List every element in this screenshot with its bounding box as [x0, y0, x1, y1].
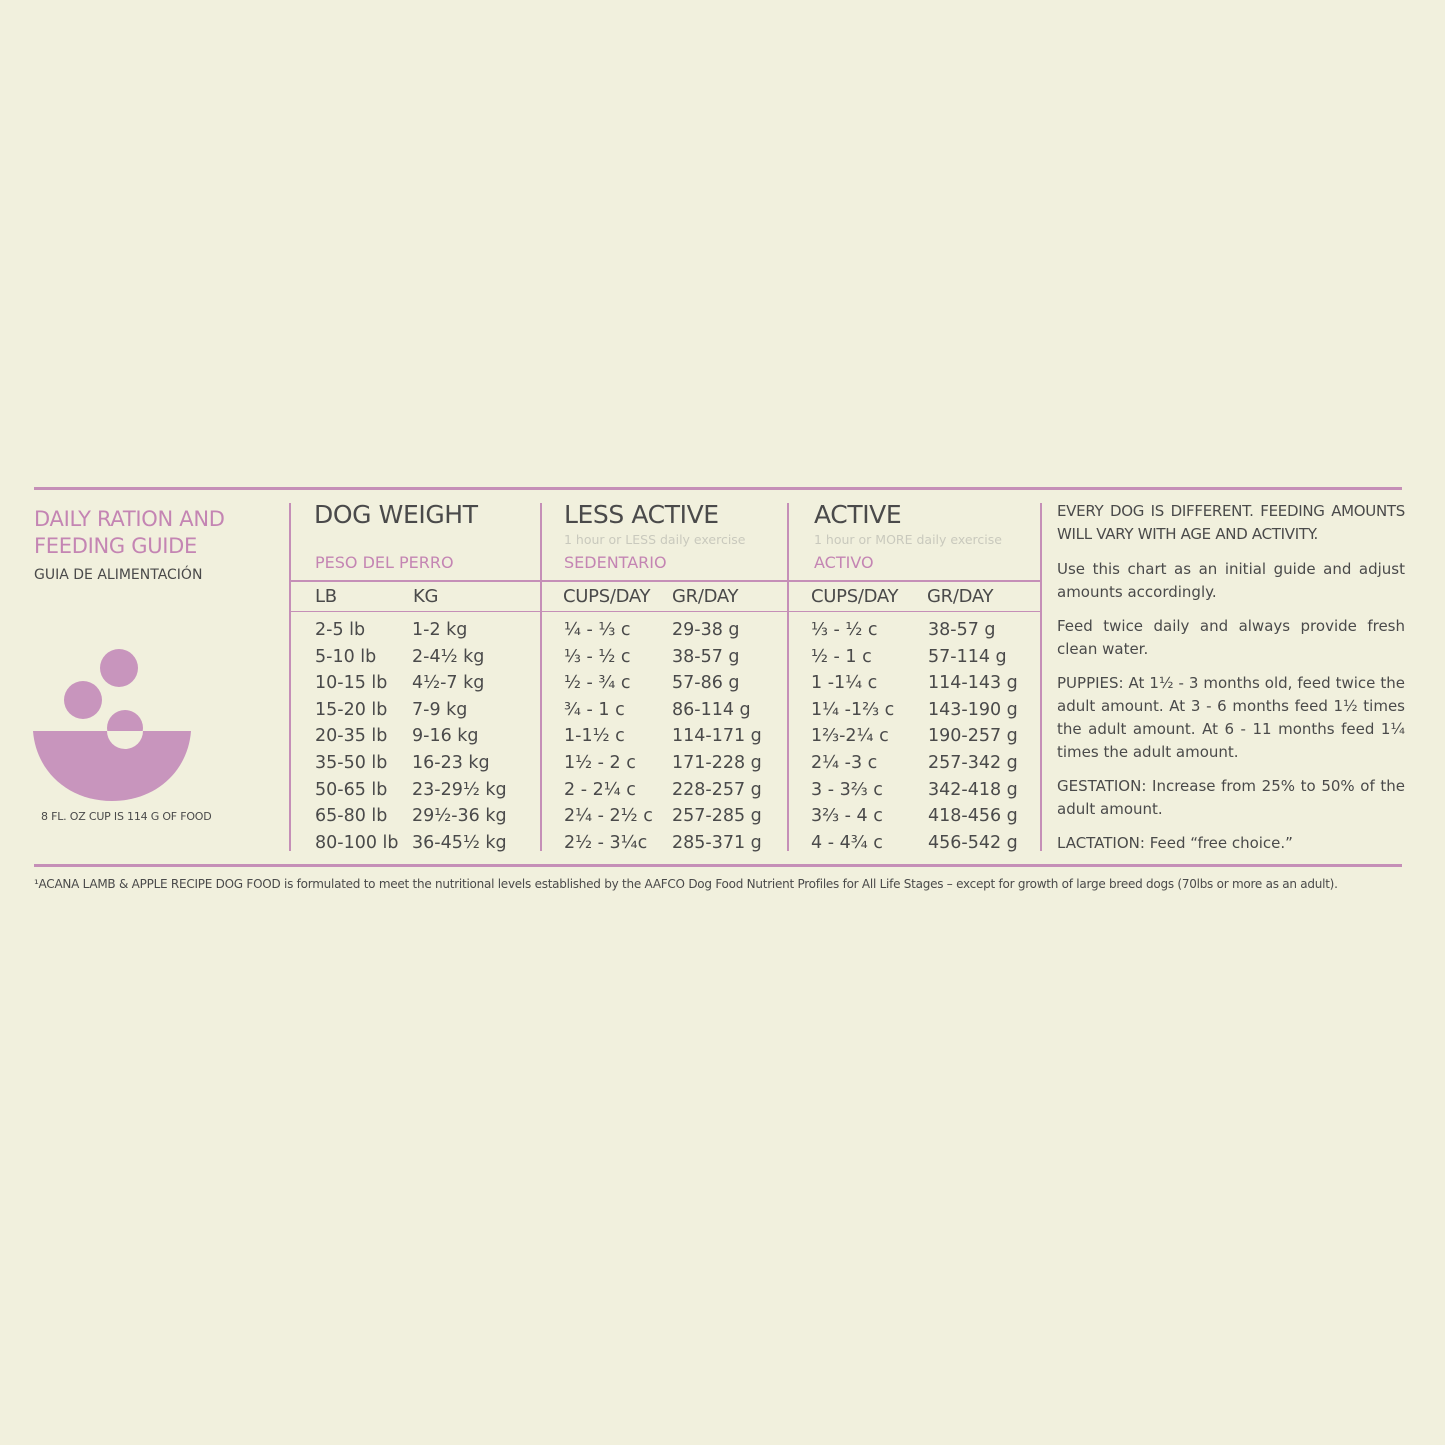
less-active-note: 1 hour or LESS daily exercise [564, 532, 746, 547]
divider-active [787, 503, 789, 851]
table-cell-gr: 57-86 g [672, 673, 740, 694]
table-cell-gr: 228-257 g [672, 779, 762, 800]
bottom-divider [34, 864, 1402, 867]
active-cups-column [811, 617, 894, 856]
table-cell-gr: 143-190 g [928, 699, 1018, 720]
weight-subtitle: PESO DEL PERRO [315, 553, 454, 572]
table-cell-kg: 36-45½ kg [412, 832, 507, 853]
less-active-title: LESS ACTIVE [564, 500, 719, 529]
food-bowl-icon [30, 645, 196, 805]
kibble-left [64, 681, 102, 719]
table-cell-cups: 3 - 3⅔ c [811, 779, 883, 800]
less-active-gr-header: GR/DAY [672, 586, 739, 607]
table-cell-lb: 10-15 lb [315, 673, 388, 694]
less-active-gr-column [672, 617, 762, 856]
table-cell-cups: ¼ - ⅓ c [564, 620, 631, 640]
table-cell-gr: 114-143 g [928, 673, 1018, 694]
guide-title: DAILY RATION AND FEEDING GUIDE [34, 507, 225, 558]
table-cell-cups: 3⅔ - 4 c [811, 806, 883, 827]
table-cell-cups: ⅓ - ½ c [811, 620, 878, 640]
notes-lactation: LACTATION: Feed “free choice.” [1057, 834, 1293, 852]
table-cell-lb: 50-65 lb [315, 779, 388, 800]
kg-column [412, 617, 507, 856]
table-cell-cups: ½ - 1 c [811, 646, 872, 667]
table-cell-kg: 4½-7 kg [412, 673, 485, 694]
table-cell-kg: 29½-36 kg [412, 806, 507, 827]
table-cell-gr: 38-57 g [928, 620, 996, 640]
table-cell-kg: 7-9 kg [412, 699, 468, 720]
table-cell-cups: 2½ - 3¼c [564, 832, 648, 853]
active-title: ACTIVE [814, 500, 902, 529]
table-cell-cups: 4 - 4¾ c [811, 832, 883, 853]
weight-title: DOG WEIGHT [314, 500, 478, 529]
header-divider [289, 580, 1041, 582]
less-active-cups-header: CUPS/DAY [563, 586, 651, 607]
table-cell-kg: 2-4½ kg [412, 646, 485, 667]
subheader-divider [289, 611, 1041, 612]
table-cell-kg: 16-23 kg [412, 752, 490, 773]
notes-lead: EVERY DOG IS DIFFERENT. FEEDING AMOUNTS WILL VARY WITH AGE AND ACTIVITY. [1057, 502, 1405, 543]
less-active-subtitle: SEDENTARIO [564, 553, 667, 572]
active-cups-header: CUPS/DAY [811, 586, 899, 607]
table-cell-cups: 1⅔-2¼ c [811, 726, 889, 747]
notes-usage: Use this chart as an initial guide and adjust amounts accordingly. [1057, 560, 1405, 601]
table-cell-gr: 86-114 g [672, 699, 751, 720]
table-cell-cups: 2¼ - 2½ c [564, 806, 653, 827]
active-gr-header: GR/DAY [927, 586, 994, 607]
table-cell-gr: 38-57 g [672, 646, 740, 667]
divider-less-active [540, 503, 542, 851]
top-divider [34, 487, 1402, 490]
table-cell-gr: 257-342 g [928, 752, 1018, 773]
table-cell-kg: 23-29½ kg [412, 779, 507, 800]
table-cell-cups: 2¼ -3 c [811, 752, 878, 773]
table-cell-kg: 9-16 kg [412, 726, 479, 747]
active-gr-column [928, 617, 1018, 856]
table-cell-cups: 1½ - 2 c [564, 752, 636, 773]
table-cell-cups: 1-1½ c [564, 726, 625, 747]
lb-header: LB [315, 586, 337, 607]
notes-puppies: PUPPIES: At 1½ - 3 months old, feed twice the adult amount. At 3 - 6 months feed 1½ times the adult amount. At 6 - 11 months feed 1¼ times the adult amount. [1057, 674, 1405, 761]
table-cell-cups: ⅓ - ½ c [564, 646, 631, 667]
table-cell-gr: 257-285 g [672, 806, 762, 827]
divider-notes [1040, 503, 1042, 851]
active-note: 1 hour or MORE daily exercise [814, 532, 1002, 547]
notes-frequency: Feed twice daily and always provide fresh clean water. [1057, 617, 1405, 658]
table-cell-cups: 1¼ -1⅔ c [811, 699, 895, 720]
kibble-top [100, 649, 138, 687]
table-cell-cups: 2 - 2¼ c [564, 779, 636, 800]
lb-column [315, 617, 399, 856]
cup-note: 8 FL. OZ CUP IS 114 G OF FOOD [41, 810, 212, 823]
table-cell-lb: 5-10 lb [315, 646, 377, 667]
kg-header: KG [413, 586, 439, 607]
table-cell-gr: 29-38 g [672, 620, 740, 640]
feeding-notes [1057, 500, 1405, 866]
footnote: ¹ACANA LAMB & APPLE RECIPE DOG FOOD is formulated to meet the nutritional levels established by the AAFCO Dog Food Nutrient Profiles for All Life Stages – except for growth of large breed dogs (70lbs or more as an adult). [34, 877, 1338, 891]
table-cell-cups: ½ - ¾ c [564, 673, 631, 694]
table-cell-gr: 418-456 g [928, 806, 1018, 827]
notes-gestation: GESTATION: Increase from 25% to 50% of the adult amount. [1057, 777, 1405, 818]
table-cell-lb: 35-50 lb [315, 752, 388, 773]
table-cell-gr: 456-542 g [928, 832, 1018, 853]
divider-weight [289, 503, 291, 851]
guide-subtitle: GUIA DE ALIMENTACIÓN [34, 567, 203, 583]
less-active-cups-column [564, 617, 653, 856]
table-cell-lb: 15-20 lb [315, 699, 388, 720]
table-cell-lb: 80-100 lb [315, 832, 399, 853]
table-cell-lb: 20-35 lb [315, 726, 388, 747]
table-cell-lb: 2-5 lb [315, 620, 366, 640]
table-cell-cups: ¾ - 1 c [564, 699, 625, 720]
active-subtitle: ACTIVO [814, 553, 874, 572]
table-cell-gr: 171-228 g [672, 752, 762, 773]
table-cell-cups: 1 -1¼ c [811, 673, 878, 694]
table-cell-kg: 1-2 kg [412, 620, 468, 640]
table-cell-gr: 114-171 g [672, 726, 762, 747]
table-cell-gr: 285-371 g [672, 832, 762, 853]
table-cell-lb: 65-80 lb [315, 806, 388, 827]
table-cell-gr: 342-418 g [928, 779, 1018, 800]
table-cell-gr: 190-257 g [928, 726, 1018, 747]
table-cell-gr: 57-114 g [928, 646, 1007, 667]
